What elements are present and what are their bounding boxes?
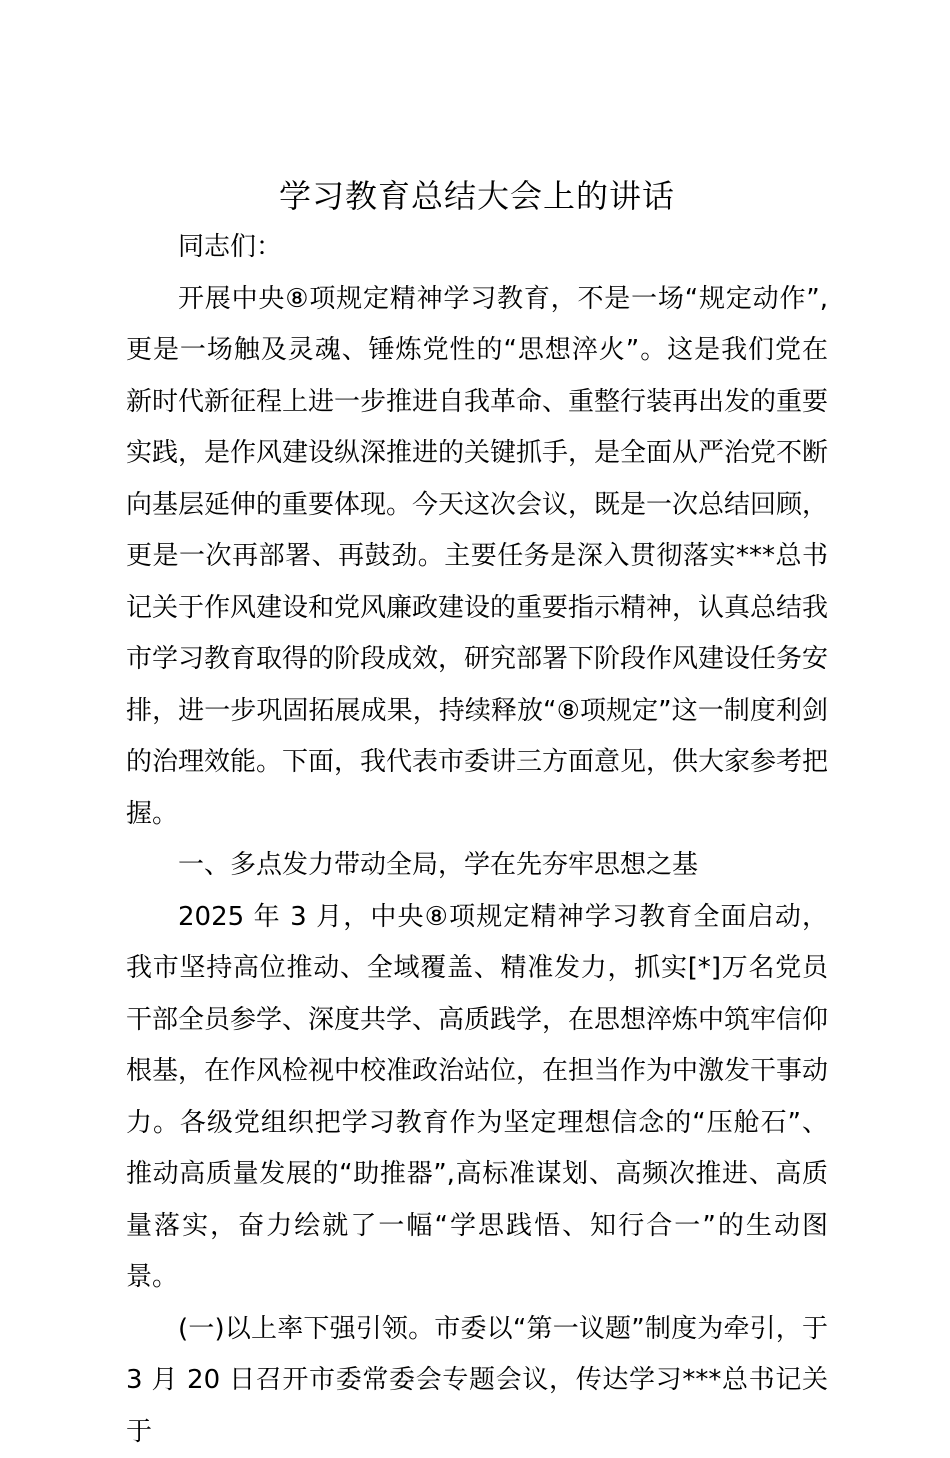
document-body (126, 222, 828, 1458)
subsection-paragraph: (一)以上率下强引领。市委以“第一议题”制度为牵引，于 3 月 20 日召开市委常委会专题会议，传达学习***总书记关于 (126, 1304, 828, 1458)
document-title: 学习教育总结大会上的讲话 (126, 168, 828, 224)
section-heading: 一、多点发力带动全局，学在先夯牢思想之基 (126, 840, 828, 892)
salutation: 同志们： (126, 222, 828, 274)
body-paragraph: 2025 年 3 月，中央⑧项规定精神学习教育全面启动，我市坚持高位推动、全域覆盖、精准发力，抓实[*]万名党员干部全员参学、深度共学、高质践学，在思想淬炼中筑牢信仰根基，在作风检视中校准政治站位，在担当作为中激发干事动力。各级党组织把学习教育作为坚定理想信念的“压舱石”、推动高质量发展的“助推器”,高标准谋划、高频次推进、高质量落实，奋力绘就了一幅“学思践悟、知行合一”的生动图景。 (126, 892, 828, 1304)
body-paragraph: 开展中央⑧项规定精神学习教育，不是一场“规定动作”,更是一场触及灵魂、锤炼党性的“思想淬火”。这是我们党在新时代新征程上进一步推进自我革命、重整行装再出发的重要实践，是作风建设纵深推进的关键抓手，是全面从严治党不断向基层延伸的重要体现。今天这次会议，既是一次总结回顾，更是一次再部署、再鼓劲。主要任务是深入贯彻落实***总书记关于作风建设和党风廉政建设的重要指示精神，认真总结我市学习教育取得的阶段成效，研究部署下阶段作风建设任务安排，进一步巩固拓展成果，持续释放“⑧项规定”这一制度利剑的治理效能。下面，我代表市委讲三方面意见，供大家参考把握。 (126, 274, 828, 841)
document-page (126, 0, 828, 1344)
